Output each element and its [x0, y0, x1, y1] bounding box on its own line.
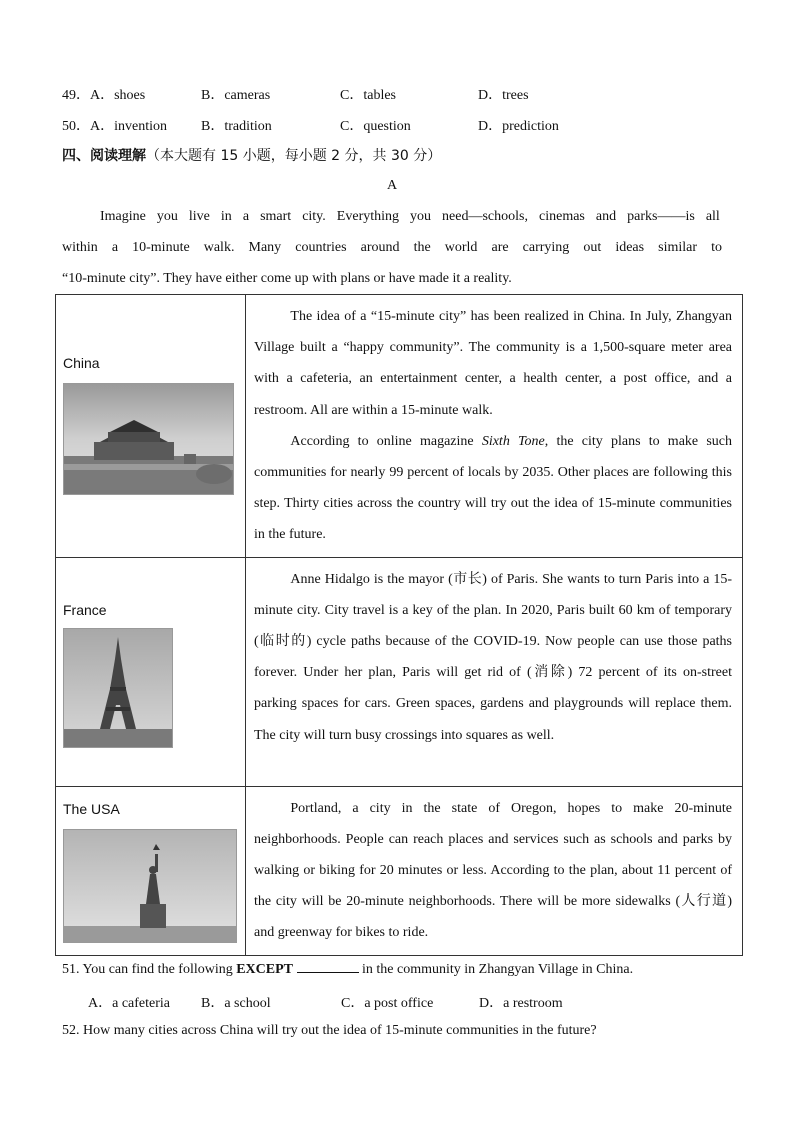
- word: Many: [248, 240, 282, 255]
- word: and: [595, 209, 617, 224]
- word: Everything: [336, 209, 400, 224]
- country-cell: [56, 295, 246, 558]
- word: you: [156, 209, 178, 224]
- option-d: D．a restroom: [479, 996, 563, 1011]
- statue-of-liberty-photo: [63, 829, 237, 943]
- word: similar: [658, 240, 698, 255]
- intro-line-3: “10-minute city”. They have either come up with plans or have made it a reality.: [62, 271, 512, 286]
- section-title: 四、阅读理解: [62, 148, 146, 164]
- option-c: C．question: [340, 119, 411, 134]
- option-b: B．cameras: [201, 88, 271, 103]
- intro-line-1: [100, 209, 720, 225]
- word: countries: [295, 240, 347, 255]
- table-row-france: [56, 557, 743, 786]
- option-c: C．tables: [340, 88, 396, 103]
- option-d: D．prediction: [478, 119, 559, 134]
- question-number: 50．: [62, 119, 90, 134]
- word: cinemas: [539, 209, 585, 224]
- word: around: [360, 240, 400, 255]
- question-number: 52.: [62, 1023, 80, 1038]
- intro-line-2: [62, 240, 722, 256]
- paragraph: The idea of a “15-minute city” has been realized in China. In July, Zhangyan Village built a “happy community”. The community is a 1,500-square meter area with a cafeteria, an entertainment center, a health center, a post office, and a restroom. All are within a 15-minute walk.: [254, 309, 732, 418]
- word: walk.: [203, 240, 235, 255]
- text-cell: [246, 557, 743, 786]
- tiananmen-photo: [63, 383, 234, 495]
- option-c: C．a post office: [341, 996, 434, 1011]
- word: a: [111, 240, 119, 255]
- word: parks——is: [627, 209, 695, 224]
- question-text: How many cities across China will try out the idea of 15-minute communities in the future?: [83, 1023, 597, 1038]
- passage-table: [55, 294, 743, 956]
- section-note: （本大题有 15 小题，每小题 2 分，共 30 分）: [146, 148, 442, 164]
- table-row-usa: [56, 786, 743, 955]
- word: carrying: [522, 240, 570, 255]
- question-emphasis: EXCEPT: [236, 962, 294, 977]
- country-cell: [56, 786, 246, 955]
- country-name: China: [63, 355, 100, 371]
- word: a: [242, 209, 250, 224]
- option-d: D．trees: [478, 88, 529, 103]
- option-b: B．tradition: [201, 119, 272, 134]
- paragraph: According to online magazine Sixth Tone, the city plans to make such communities for nearly 99 percent of locals by 2035. Other places are following this step. Thirty cities across the country will try out the idea of 15-minute communities in the future.: [254, 433, 732, 543]
- word: are: [491, 240, 509, 255]
- question-number: 51.: [62, 962, 80, 977]
- question-number: 49．: [62, 88, 90, 103]
- word: out: [583, 240, 602, 255]
- question-51: [62, 960, 633, 978]
- word: 10-minute: [132, 240, 190, 255]
- country-name: The USA: [63, 800, 120, 817]
- word: world: [444, 240, 478, 255]
- word: within: [62, 240, 98, 255]
- question-52: [62, 1023, 597, 1039]
- magazine-name: Sixth Tone: [481, 433, 545, 449]
- passage-label: A: [387, 178, 398, 193]
- country-cell: [56, 557, 246, 786]
- question-text-post: in the community in Zhangyan Village in China.: [362, 962, 634, 977]
- table-row-china: [56, 295, 743, 558]
- text-cell: [246, 295, 743, 558]
- text-cell: [246, 786, 743, 955]
- option-a: A．a cafeteria: [88, 996, 170, 1011]
- country-name: France: [63, 601, 107, 618]
- word: the: [413, 240, 431, 255]
- word: to: [711, 240, 722, 255]
- word: live: [188, 209, 210, 224]
- word: you: [410, 209, 432, 224]
- word: in: [220, 209, 232, 224]
- answer-blank: [297, 960, 359, 973]
- word: Imagine: [100, 209, 146, 224]
- word: all: [705, 209, 720, 224]
- word: ideas: [615, 240, 645, 255]
- question-text-pre: You can find the following: [82, 962, 233, 977]
- word: city.: [302, 209, 326, 224]
- word: smart: [260, 209, 292, 224]
- section-heading: [62, 145, 441, 165]
- eiffel-tower-photo: [63, 628, 173, 748]
- word: need—schools,: [442, 209, 528, 224]
- option-b: B．a school: [201, 996, 271, 1011]
- paragraph: Anne Hidalgo is the mayor (市长) of Paris. She wants to turn Paris into a 15-minute city. City travel is a key of the plan. In 2020, Paris built 60 km of temporary (临时的) cycle paths because of the COVID-19. Now people can use those paths forever. Under her plan, Paris will get rid of (消除) 72 percent of its on-street parking spaces for cars. Green spaces, gardens and playgrounds will replace them. The city will turn busy crossings into squares as well.: [254, 571, 732, 743]
- option-a: A．invention: [90, 119, 167, 134]
- paragraph: Portland, a city in the state of Oregon, hopes to make 20-minute neighborhoods. People can reach places and services such as schools and parks by walking or biking for 20 minutes or less. According to the plan, about 11 percent of the city will be 20-minute neighborhoods. There will be more sidewalks (人行道) and greenway for bikes to ride.: [254, 800, 732, 941]
- option-a: A．shoes: [90, 88, 146, 103]
